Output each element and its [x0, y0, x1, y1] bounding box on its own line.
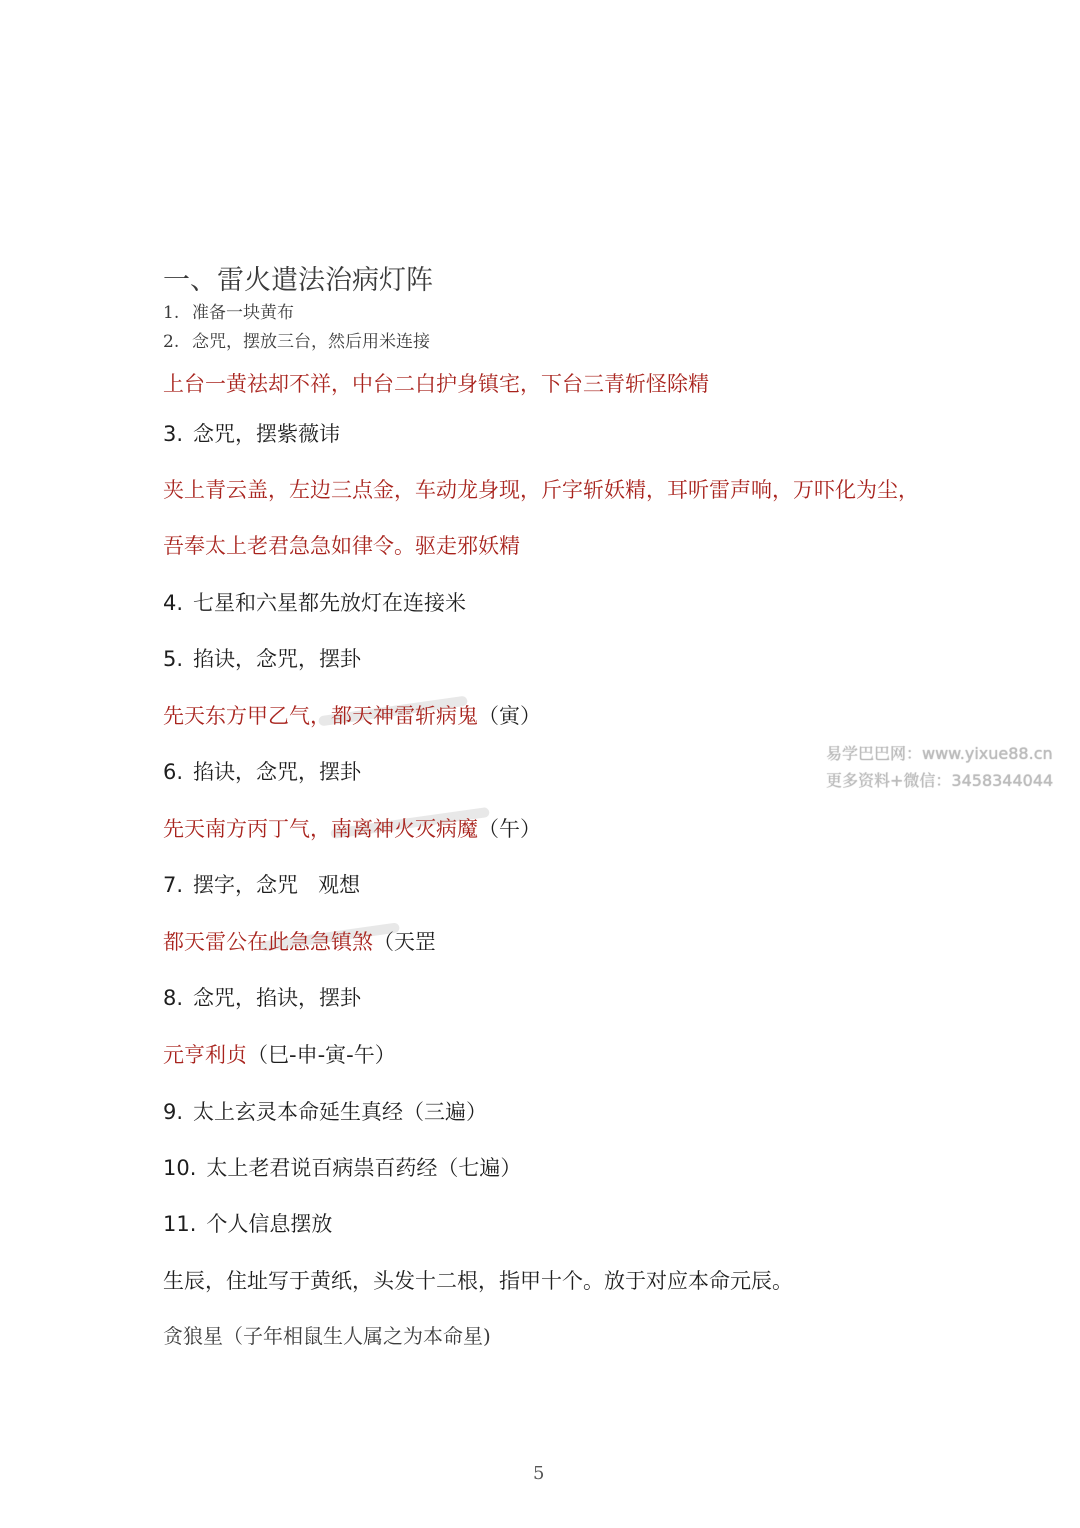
step-number: 8. — [163, 986, 184, 1010]
step-text: 七星和六星都先放灯在连接米 — [193, 591, 467, 615]
step-number: 6. — [163, 760, 184, 784]
step-number: 7. — [163, 873, 184, 897]
step-number: 2. — [163, 332, 180, 352]
step-5 — [163, 643, 361, 673]
incantation-line: 上台一黄祛却不祥，中台二白护身镇宅，下台三青斩怪除精 — [163, 372, 709, 396]
step-text: 太上玄灵本命延生真经（三遍） — [193, 1100, 488, 1124]
step-text: 掐诀，念咒，摆卦 — [193, 647, 362, 671]
incantation-line: 吾奉太上老君急急如律令。驱走邪妖精 — [163, 534, 520, 558]
incantation-red: 先天东方甲乙气，都天神雷斩病鬼 — [163, 704, 478, 728]
step-10 — [163, 1152, 521, 1182]
step-text: 掐诀，念咒，摆卦 — [193, 760, 362, 784]
step-3 — [163, 418, 340, 448]
step-number: 4. — [163, 591, 184, 615]
instruction-line: 生辰，住址写于黄纸，头发十二根，指甲十个。放于对应本命元辰。 — [163, 1269, 793, 1293]
page-number: 5 — [533, 1463, 545, 1484]
step-6 — [163, 756, 361, 786]
step-text: 念咒，摆放三台，然后用米连接 — [192, 332, 430, 352]
step-9 — [163, 1096, 487, 1126]
step-text: 念咒，摆紫薇讳 — [193, 422, 341, 446]
step-number: 5. — [163, 647, 184, 671]
incantation-line: 夹上青云盖，左边三点金，车动龙身现，斤字斩妖精，耳听雷声响，万吓化为尘， — [163, 478, 919, 502]
step-number: 10. — [163, 1156, 197, 1180]
incantation-red: 元亨利贞 — [163, 1043, 247, 1067]
section-title: 一、雷火遣法治病灯阵 — [163, 265, 433, 296]
incantation-note: （寅） — [478, 704, 541, 728]
star-note: 贪狼星（子年相鼠生人属之为本命星) — [163, 1324, 491, 1348]
step-text: 念咒，掐诀，摆卦 — [193, 986, 362, 1010]
step-8 — [163, 982, 361, 1012]
step-text: 准备一块黄布 — [192, 303, 294, 323]
incantation-line — [163, 700, 541, 730]
step-text: 摆字，念咒 观想 — [193, 873, 361, 897]
step-number: 3. — [163, 422, 184, 446]
step-2 — [163, 327, 430, 352]
watermark-contact: 更多资料+微信：3458344044 — [826, 771, 1054, 790]
step-text: 个人信息摆放 — [206, 1212, 333, 1236]
step-4 — [163, 587, 466, 617]
incantation-note: （午） — [478, 817, 541, 841]
incantation-line — [163, 926, 436, 956]
incantation-line — [163, 1039, 396, 1069]
incantation-red: 先天南方丙丁气，南离神火灭病魔 — [163, 817, 478, 841]
incantation-note: （巳-申-寅-午） — [247, 1043, 396, 1067]
step-11 — [163, 1208, 332, 1238]
step-text: 太上老君说百病祟百药经（七遍） — [206, 1156, 522, 1180]
step-number: 1. — [163, 303, 180, 323]
step-1 — [163, 298, 294, 323]
step-7 — [163, 869, 360, 899]
incantation-note: （天罡 — [373, 930, 436, 954]
step-number: 9. — [163, 1100, 184, 1124]
watermark-site: 易学巴巴网：www.yixue88.cn — [826, 744, 1053, 763]
step-number: 11. — [163, 1212, 197, 1236]
incantation-line — [163, 813, 541, 843]
incantation-red: 都天雷公在此急急镇煞 — [163, 930, 373, 954]
